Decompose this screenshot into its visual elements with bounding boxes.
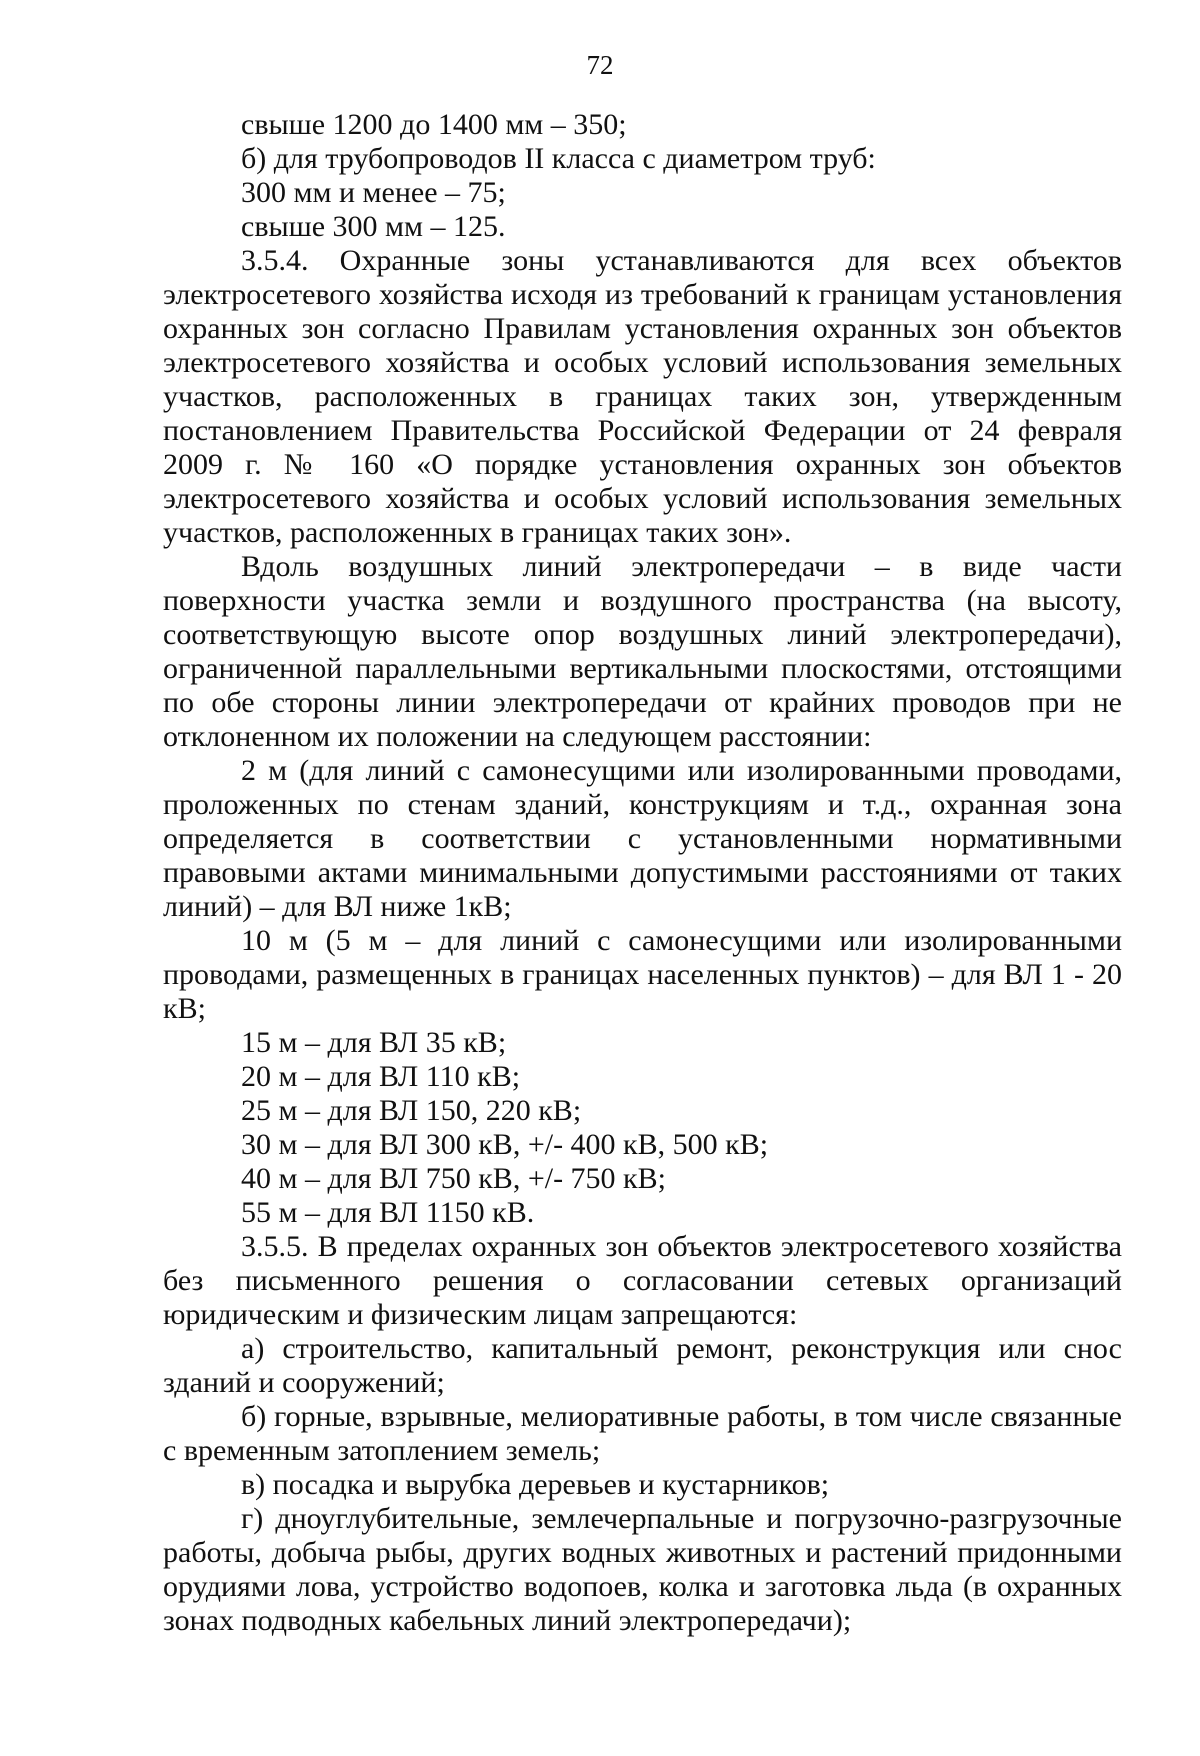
page-number: 72 xyxy=(586,50,614,80)
list-item: 55 м – для ВЛ 1150 кВ. xyxy=(241,1196,535,1229)
list-item: в) посадка и вырубка деревьев и кустарников; xyxy=(241,1468,830,1501)
list-item: а) строительство, капитальный ремонт, реконструкция или снос зданий и сооружений; xyxy=(163,1332,1122,1399)
paragraph: б) для трубопроводов II класса с диаметром труб: xyxy=(241,142,876,175)
list-item: 30 м – для ВЛ 300 кВ, +/- 400 кВ, 500 кВ; xyxy=(241,1128,769,1161)
paragraph-3-5-5: 3.5.5. В пределах охранных зон объектов электросетевого хозяйства без письменного решения о согласовании сетевых организаций юридическим и физическим лицам запрещаются: xyxy=(163,1230,1122,1331)
paragraph: свыше 300 мм – 125. xyxy=(241,210,506,243)
paragraph: Вдоль воздушных линий электропередачи – в виде части поверхности участка земли и воздушного пространства (на высоту, соответствующую высоте опор воздушных линий электропередачи), ограниченной параллельными вертикальными плоскостями, отстоящими по обе стороны линии электропередачи от крайних проводов при не отклоненном их положении на следующем расстоянии: xyxy=(163,550,1122,753)
list-item: 15 м – для ВЛ 35 кВ; xyxy=(241,1026,507,1059)
paragraph: свыше 1200 до 1400 мм – 350; xyxy=(241,108,627,141)
list-item: 25 м – для ВЛ 150, 220 кВ; xyxy=(241,1094,582,1127)
paragraph: 300 мм и менее – 75; xyxy=(241,176,506,209)
paragraph: 2 м (для линий с самонесущими или изолированными проводами, проложенных по стенам зданий, конструкциям и т.д., охранная зона определяется в соответствии с установленными нормативными правовыми актами минимальными допустимыми расстояниями от таких линий) – для ВЛ ниже 1кВ; xyxy=(163,754,1122,923)
document-body xyxy=(163,108,1122,1638)
paragraph: 10 м (5 м – для линий с самонесущими или изолированными проводами, размещенных в границах населенных пунктов) – для ВЛ 1 - 20 кВ; xyxy=(163,924,1122,1025)
list-item: б) горные, взрывные, мелиоративные работы, в том числе связанные с временным затоплением земель; xyxy=(163,1400,1122,1467)
list-item: 40 м – для ВЛ 750 кВ, +/- 750 кВ; xyxy=(241,1162,666,1195)
paragraph-3-5-4: 3.5.4. Охранные зоны устанавливаются для всех объектов электросетевого хозяйства исходя из требований к границам установления охранных зон согласно Правилам установления охранных зон объектов электросетевого хозяйства и особых условий использования земельных участков, расположенных в границах таких зон, утвержденным постановлением Правительства Российской Федерации от 24 февраля 2009 г. № 160 «О порядке установления охранных зон объектов электросетевого хозяйства и особых условий использования земельных участков, расположенных в границах таких зон». xyxy=(163,244,1122,549)
list-item: 20 м – для ВЛ 110 кВ; xyxy=(241,1060,521,1093)
list-item: г) дноуглубительные, землечерпальные и погрузочно-разгрузочные работы, добыча рыбы, других водных животных и растений придонными орудиями лова, устройство водопоев, колка и заготовка льда (в охранных зонах подводных кабельных линий электропередачи); xyxy=(163,1502,1122,1637)
